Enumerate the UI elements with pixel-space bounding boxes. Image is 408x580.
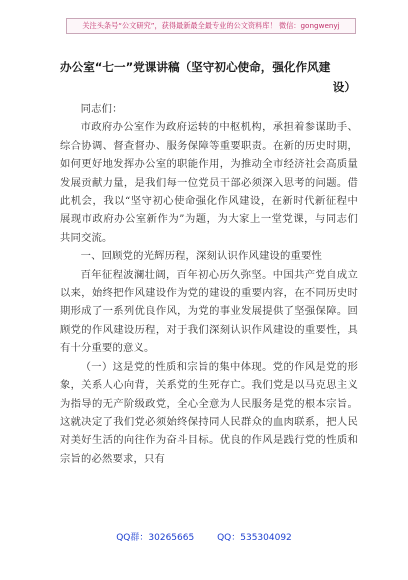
paragraph-history: 百年征程波澜壮阔，百年初心历久弥坚。中国共产党自成立以来，始终把作风建设作为党的建设的重要内容，在不同历史时期形成了一系列优良作风，为党的事业发展提供了坚强保障。回顾党的作风建设历程，对于我们深刻认识作风建设的重要性，具有十分重要的意义。 <box>60 268 358 355</box>
header-banner: 关注头条号“公文研究”，获得最新最全最专业的公文资料库！ 微信：gongwenyj <box>66 18 356 34</box>
footer-contact <box>0 530 408 543</box>
subsection-text: 党的作风是党的形象，关系人心向背，关系党的生死存亡。我们党是以马克思主义为指导的无产阶级政党，全心全意为人民服务是党的根本宗旨。这就决定了我们党必须始终保持同人民群众的血肉联系，把人民对美好生活的向往作为奋斗目标。优良的作风是践行党的性质和宗旨的必然要求，只有 <box>60 360 358 465</box>
subsection-paragraph <box>60 358 358 468</box>
subsection-heading: （一）这是党的性质和宗旨的集中体现。 <box>80 360 273 373</box>
paragraph-intro: 市政府办公室作为政府运转的中枢机构，承担着参谋助手、综合协调、督查督办、服务保障等重要职责。在新的历史时期，如何更好地发挥办公室的职能作用，为推动全市经济社会高质量发展贡献力量，是我们每一位党员干部必须深入思考的问题。借此机会，我以“坚守初心使命强化作风建设，在新时代新征程中展现市政府办公室新作为”为题，为大家上一堂党课，与同志们共同交流。 <box>60 121 358 244</box>
section-heading-1: 一、回顾党的光辉历程，深刻认识作风建设的重要性 <box>80 250 323 263</box>
title-line-1: 办公室“七一”党课讲稿（坚守初心使命，强化作风建 <box>60 60 331 74</box>
salutation: 同志们： <box>80 103 123 115</box>
footer-qq-group: QQ群：30265665 <box>116 533 195 543</box>
footer-qq: QQ：535304092 <box>217 533 292 543</box>
document-body <box>60 100 358 468</box>
title-line-2: 设） <box>332 80 356 94</box>
document-title <box>60 57 360 97</box>
